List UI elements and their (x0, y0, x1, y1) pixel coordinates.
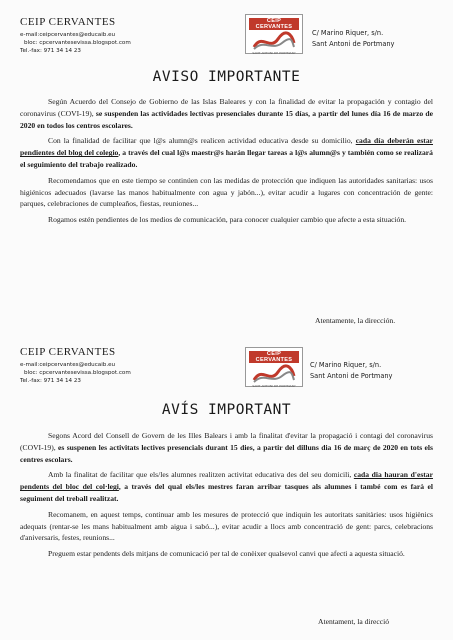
logo-wave-icon (252, 31, 296, 51)
paragraph-4: Rogamos estén pendientes de los medios de comunicación, para conocer cualquier cambio que afecte a esta situación. (48, 215, 407, 225)
paragraph-2-bold: , a través del cual l@s maestr@s harán llegar tareas a l@s alumn@s y también como se realizará el seguimiento del trabajo realizado. (20, 148, 433, 169)
address-street: C/ Marino Riquer, s/n. (312, 29, 384, 37)
school-logo (245, 14, 303, 54)
signature: Atentamente, la dirección. (315, 316, 396, 325)
school-logo-2 (245, 347, 303, 387)
paragraph-1 (20, 96, 433, 131)
notice-body-2 (20, 430, 433, 564)
blog-address-2: bloc: cpcervantesevissa.blogspot.com (24, 370, 131, 376)
email: e-mail:ceipcervantes@educaib.eu (20, 32, 116, 38)
phone-fax: Tel.-fax: 971 34 14 23 (20, 48, 81, 54)
logo-subtitle: SANT ANTONI DE PORTMANY (252, 51, 296, 55)
paragraph-2-text-2: Amb la finalitat de facilitar que els/les alumnes realitzen activitat educativa des del seu domicili, (48, 470, 352, 480)
blog-address: bloc: cpcervantesevissa.blogspot.com (24, 40, 131, 46)
paragraph-2 (20, 135, 433, 170)
school-name: CEIP CERVANTES (20, 16, 116, 28)
paragraph-2-2 (20, 469, 433, 504)
address-street-2: C/ Marino Riquer, s/n. (310, 361, 382, 369)
email-2: e-mail:ceipcervantes@educaib.eu (20, 362, 116, 368)
logo-subtitle-2: SANT ANTONI DE PORTMANY (252, 384, 296, 388)
notice-body (20, 96, 433, 230)
paragraph-1-bold-2: es suspenen les activitats lectives presencials durant 15 dies, a partir del dilluns dia 16 de març de 2020 en tots els centres escolars. (20, 442, 433, 464)
notice-title-2: AVÍS IMPORTANT (161, 402, 292, 418)
paragraph-3-2: Recomanem, en aquest temps, continuar amb les mesures de protecció que indiquin les autoritats sanitàries: usos higiènics adequats (rentar-se les mans habitualment amb aigua i sabó...), evitar acudir a llocs amb concentració de gent: parcs, celebracions d'aniversaris, festes, reunions... (20, 509, 433, 543)
school-name-2: CEIP CERVANTES (20, 346, 116, 358)
address-town-2: Sant Antoni de Portmany (310, 372, 393, 380)
logo-text: CEIP CERVANTES (249, 18, 299, 30)
address (312, 28, 394, 50)
logo-text-2: CEIP CERVANTES (249, 351, 299, 363)
paragraph-1-bold: se suspenden las actividades lectivas presenciales durante 15 días, a partir del lunes día 16 de marzo de 2020 en todos los centros escolares. (20, 108, 434, 130)
paragraph-4-2: Preguem estar pendents dels mitjans de comunicació per tal de conèixer qualsevol canvi que afecti a aquesta situació. (48, 549, 405, 559)
paragraph-1-text: Según Acuerdo del Consejo de Gobierno de las Islas Baleares y con la finalidad de evitar la propagación y contagio del coronavirus (COVI-19), (20, 97, 433, 118)
address-town: Sant Antoni de Portmany (312, 40, 395, 48)
header-left (20, 16, 180, 55)
notice-title: AVISO IMPORTANTE (152, 69, 301, 85)
signature-2: Atentament, la direcció (318, 617, 390, 626)
paragraph-3: Recomendamos que en este tiempo se continúen con las medidas de protección que indiquen las autoridades sanitarias: usos higiénicos adecuados (lavarse las manos habitualmente con agua y jabón...), evitar acudir a lugares con concentración de gente: parques, celebraciones de cumpleaños, fiestas, reuniones... (20, 175, 433, 209)
blog-reference: cada día deberán estar pendientes del blog del colegio (20, 136, 433, 158)
paragraph-1-2 (20, 430, 433, 465)
paragraph-2-text: Con la finalidad de facilitar que l@s alumn@s realicen actividad educativa desde su domicilio, (48, 136, 353, 146)
phone-fax-2: Tel.-fax: 971 34 14 23 (20, 378, 81, 384)
address-2 (310, 360, 392, 382)
blog-reference-2: cada dia hauran d'estar pendents del bloc del col·legi (20, 470, 433, 492)
paragraph-2-bold-2: , a través del qual els/les mestres faran arribar tasques als alumnes i també com es farà el seguiment del treball realitzat. (20, 482, 433, 503)
logo-wave-icon-2 (252, 364, 296, 384)
paragraph-1-text-2: Segons Acord del Consell de Govern de les Illes Balears i amb la finalitat d'evitar la propagació i contagi del coronavirus (COVI-19), (20, 431, 433, 452)
header-left-2 (20, 346, 180, 385)
